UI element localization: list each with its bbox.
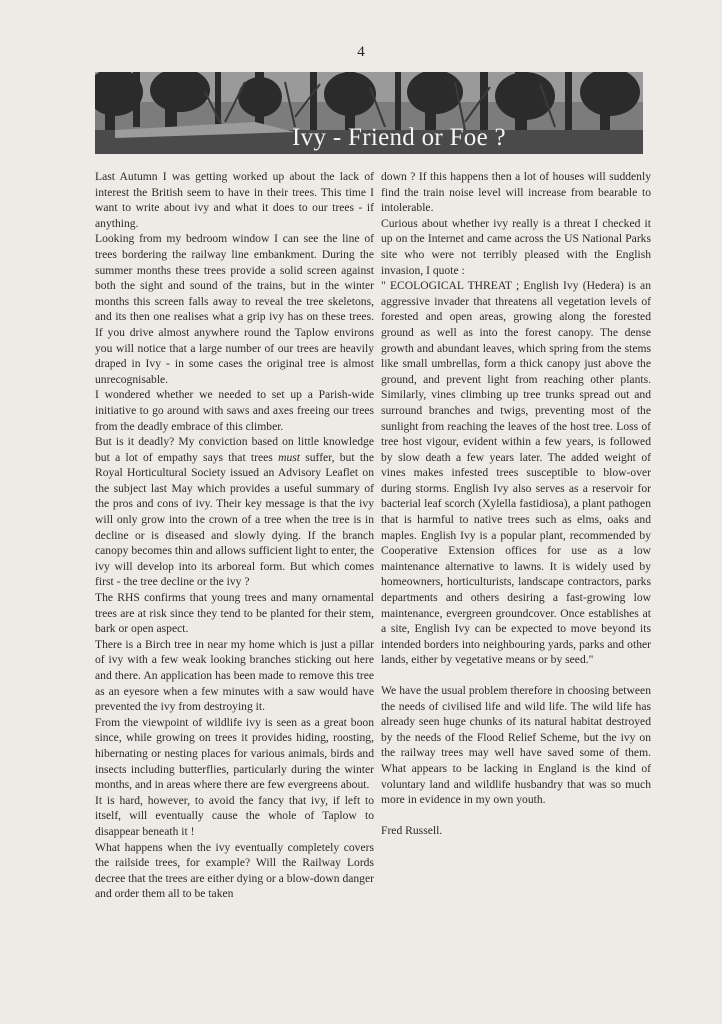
paragraph: Looking from my bedroom window I can see the line of trees bordering the railway line embankment. During the summer months these trees provide a solid screen against both the sight and sound of the trains, but in the winter months this screen falls away to reveal the tree skeletons, and its then one realises what a grip ivy has on these trees. If you drive almost anywhere round the Taplow environs you will notice that a large number of our trees are heavily draped in Ivy - in some cases the original tree is almost unrecognisable. [95, 232, 374, 386]
article-title: Ivy - Friend or Foe ? [292, 124, 506, 151]
paragraph: I wondered whether we needed to set up a Parish-wide initiative to go around with saws and axes freeing our trees from the deadly embrace of this climber. [95, 388, 374, 433]
paragraph: We have the usual problem therefore in choosing between the needs of civilised life and wild life. The wild life has already seen huge chunks of its natural habitat destroyed by the needs of the Flood Relief Scheme, but the ivy on the railway trees may well have saved some of them. What appears to be lacking in England is the kind of voluntary land and wildlife husbandry that was so much more in evidence in my own youth. [381, 684, 651, 807]
paragraph-deadly [95, 434, 374, 590]
left-column [95, 169, 374, 902]
paragraph: It is hard, however, to avoid the fancy that ivy, if left to itself, will eventually cause the whole of Taplow to disappear beneath it ! [95, 793, 374, 838]
paragraph: What happens when the ivy eventually completely covers the railside trees, for example? Will the Railway Lords decree that the trees are either dying or a blow-down danger and order them all to be taken [95, 840, 374, 901]
text-run: suffer, but the Royal Horticultural Society issued an Advisory Leaflet on the subject last May which provides a useful summary of the pros and cons of ivy. Their key message is that the ivy will only grow into the crown of a tree when the tree is in decline or is diseased and slowly dying. If the branch canopy becomes thin and allows sufficient light to enter, the ivy will develop into its arboreal form. But which comes first - the tree decline or the ivy ? [95, 450, 374, 589]
right-column [381, 169, 651, 838]
emphasis-text: must [278, 450, 300, 464]
quote-paragraph: " ECOLOGICAL THREAT ; English Ivy (Hedera) is an aggressive invader that threatens all vegetation levels of forested and open areas, growing along the forested ground as well as into the forest canopy. The dense growth and abundant leaves, which spring from the stems like small umbrellas, form a thick canopy just above the ground, and prevent light from reaching other plants. Similarly, vines climbing up tree trunks spread out and surround branches and twigs, preventing most of the sunlight from reaching the leaves of the host tree. Loss of tree host vigour, evident within a few years, is followed by slow death a few years later. The added weight of vines makes infested trees susceptible to blow-over during storms. English Ivy also serves as a reservoir for bacterial leaf scorch (Xylella fastidiosa), a plant pathogen that is harmful to native trees such as elms, oaks and maples. English Ivy is a popular plant, recommended by Cooperative Extension offices for use as a low maintenance alternative to lawns. It is widely used by homeowners, horticulturists, landscape contractors, parks departments and others desiring a fast-growing low maintenance, evergreen groundcover. Once establishes at a site, English Ivy can be expected to move beyond its intended borders into neighbouring yards, parks and other lands, either by vegetative means or by seed." [381, 279, 651, 667]
paragraph: Curious about whether ivy really is a threat I checked it up on the Internet and came across the US National Parks site who were not terribly pleased with the English invasion, I quote : [381, 216, 651, 277]
page-number: 4 [357, 44, 365, 60]
paragraph: There is a Birch tree in near my home which is just a pillar of ivy with a few weak looking branches sticking out here and there. An application has been made to remove this tree as an eyesore when a few minutes with a saw would have prevented the ivy from destroying it. [95, 637, 374, 714]
paragraph: From the viewpoint of wildlife ivy is seen as a great boon since, while growing on trees it provides hiding, roosting, hibernating or nesting places for various animals, birds and insects including butterflies, particularly during the winter months, and in areas where there are few evergreens about. [95, 715, 374, 792]
paragraph: down ? If this happens then a lot of houses will suddenly find the train noise level will increase from bearable to intolerable. [381, 170, 651, 215]
author-signature: Fred Russell. [381, 823, 443, 837]
text-run: But is it deadly? My conviction based on little knowledge but a lot of empathy says that trees [95, 435, 374, 464]
paragraph: Last Autumn I was getting worked up about the lack of interest the British seem to have in their trees. This time I want to write about ivy and what it does to our trees - if anything. [95, 170, 374, 230]
header-banner [95, 72, 643, 154]
paragraph: The RHS confirms that young trees and many ornamental trees are at risk since they tend to be planted for their stem, bark or open aspect. [95, 591, 374, 636]
